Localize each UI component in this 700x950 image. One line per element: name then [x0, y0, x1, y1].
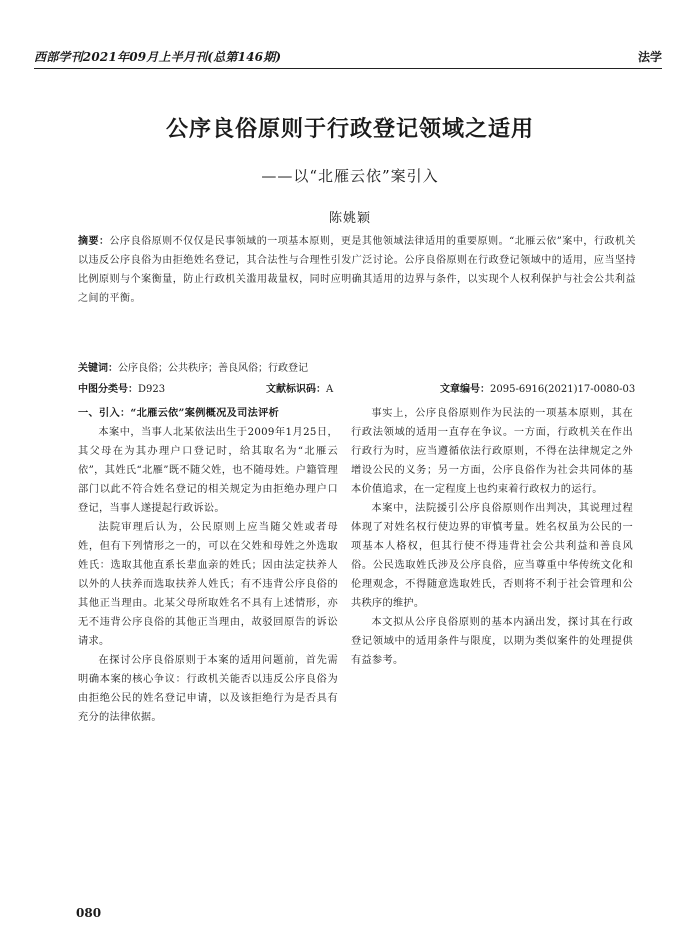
keywords [78, 360, 636, 378]
body-column-right [351, 404, 633, 670]
body-paragraph: 本案中，当事人北某依法出生于2009年1月25日，其父母在为其办理户口登记时，给其取名为“北雁云依”，其姓氏“北雁”既不随父姓，也不随母姓。户籍管理部门以此不符合姓名登记的相关规定为由拒绝办理户口登记，当事人遂提起行政诉讼。 [78, 427, 338, 514]
body-paragraph: 在探讨公序良俗原则于本案的适用问题前，首先需明确本案的核心争议：行政机关能否以违反公序良俗为由拒绝公民的姓名登记申请，以及该拒绝行为是否具有充分的法律依据。 [78, 655, 338, 723]
abstract-text: 公序良俗原则不仅仅是民事领域的一项基本原则，更是其他领域法律适用的重要原则。“北雁云依”案中，行政机关以违反公序良俗为由拒绝姓名登记，其合法性与合理性引发广泛讨论。公序良俗原则在行政登记领域中的适用，应当坚持比例原则与个案衡量，防止行政机关滥用裁量权，同时应明确其适用的边界与条件，以实现个人权利保护与社会公共利益之间的平衡。 [78, 236, 636, 304]
body-column-left [78, 404, 338, 727]
keywords-label: 关键词： [78, 363, 118, 374]
article-title: 公序良俗原则于行政登记领域之适用 [165, 116, 534, 142]
page-number: 080 [76, 906, 102, 920]
author-name: 陈姚颖 [328, 211, 371, 226]
header-divider [34, 68, 662, 69]
section-label: 法学 [637, 50, 662, 64]
art-value: 2095-6916(2021)17-0080-03 [490, 384, 636, 395]
article-number [440, 380, 635, 395]
cls-label: 中图分类号： [78, 384, 138, 395]
doc-label: 文献标识码： [266, 384, 326, 395]
section-heading: 一、引入：“北雁云依”案例概况及司法评析 [78, 407, 280, 419]
document-code [266, 380, 333, 395]
body-paragraph: 本案中，法院援引公序良俗原则作出判决，其说理过程体现了对姓名权行使边界的审慎考量。姓名权虽为公民的一项基本人格权，但其行使不得违背社会公共利益和善良风俗。公民选取姓氏涉及公序良俗，应当尊重中华传统文化和伦理观念，不得随意选取姓氏，否则将不利于社会管理和公共秩序的维护。 [351, 503, 633, 609]
journal-header: 西部学刊2021年09月上半月刊(总第146期) [34, 50, 282, 64]
art-label: 文章编号： [440, 384, 490, 395]
doc-value: A [326, 384, 334, 395]
body-paragraph: 法院审理后认为，公民原则上应当随父姓或者母姓，但有下列情形之一的，可以在父姓和母姓之外选取姓氏：选取其他直系长辈血亲的姓氏；因由法定扶养人以外的人扶养而选取扶养人姓氏；有不违背公序良俗的其他正当理由。北某父母所取姓名不具有上述情形，亦无不违背公序良俗的其他正当理由，故驳回原告的诉讼请求。 [78, 522, 338, 647]
abstract-label: 摘要： [78, 236, 110, 247]
keywords-text: 公序良俗；公共秩序；善良风俗；行政登记 [118, 363, 308, 374]
article-subtitle: ——以“北雁云依”案引入 [261, 167, 439, 185]
classification-number [78, 380, 165, 395]
body-paragraph: 本文拟从公序良俗原则的基本内涵出发，探讨其在行政登记领域中的适用条件与限度，以期为类似案件的处理提供有益参考。 [351, 617, 633, 666]
abstract [78, 232, 636, 308]
cls-value: D923 [138, 384, 166, 395]
body-paragraph: 事实上，公序良俗原则作为民法的一项基本原则，其在行政法领域的适用一直存在争议。一方面，行政机关在作出行政行为时，应当遵循依法行政原则，不得在法律规定之外增设公民的义务；另一方面，公序良俗作为社会共同体的基本价值追求，在一定程度上也约束着行政权力的运行。 [351, 408, 633, 495]
